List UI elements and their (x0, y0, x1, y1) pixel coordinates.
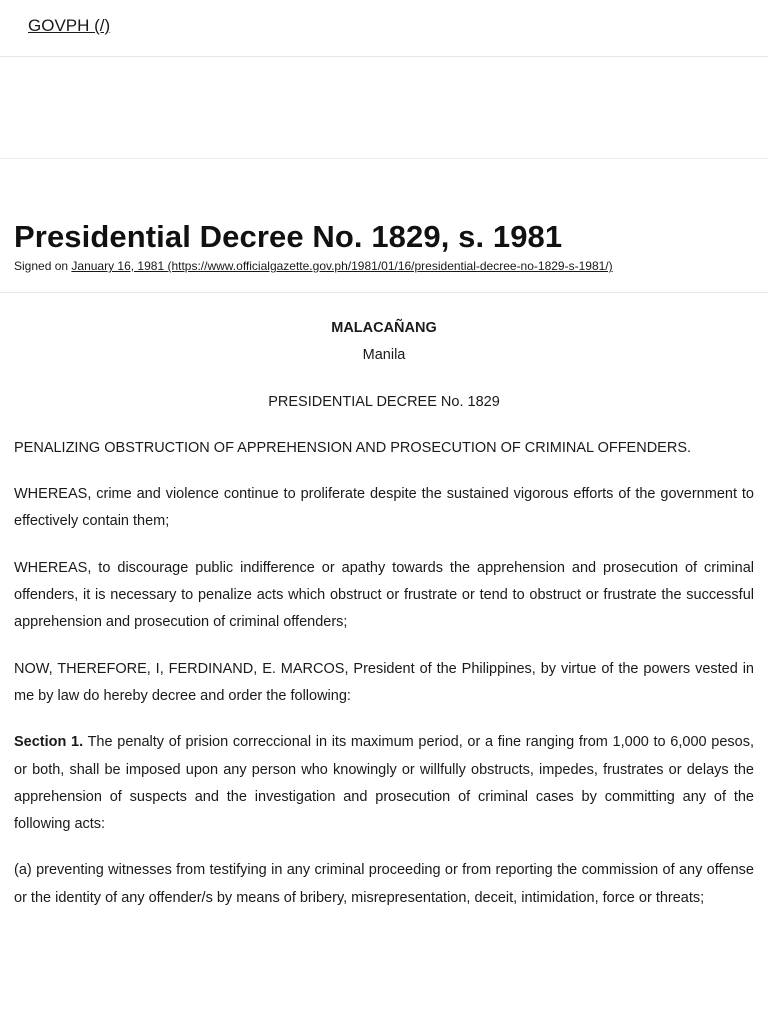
section-1-paragraph (14, 729, 754, 838)
whereas-paragraph-1: WHEREAS, crime and violence continue to proliferate despite the sustained vigorous efforts of the government to effectively contain them; (14, 486, 754, 530)
govph-home-link[interactable]: GOVPH (/) (28, 16, 111, 35)
now-therefore-paragraph: NOW, THEREFORE, I, FERDINAND, E. MARCOS, President of the Philippines, by virtue of the powers vested in me by law do hereby decree and order the following: (14, 660, 754, 704)
banner-area (0, 57, 768, 159)
decree-subject: PENALIZING OBSTRUCTION OF APPREHENSION AND PROSECUTION OF CRIMINAL OFFENDERS. (14, 439, 692, 456)
top-navbar (0, 0, 768, 57)
decree-content (0, 293, 768, 912)
city-name: Manila (362, 347, 406, 364)
place-name: MALACAÑANG (331, 320, 437, 336)
signed-prefix: Signed on (14, 259, 72, 273)
decree-heading: PRESIDENTIAL DECREE No. 1829 (268, 393, 500, 410)
clause-a-paragraph: (a) preventing witnesses from testifying in any criminal proceeding or from reporting the commission of any offense or the identity of any offender/s by means of bribery, misrepresentation, deceit, intimidation, force or threats; (14, 862, 754, 906)
page-header (0, 159, 768, 293)
signed-date-link[interactable]: January 16, 1981 (https://www.officialgazette.gov.ph/1981/01/16/presidential-decree-no-1829-s-1981/) (71, 259, 613, 273)
whereas-paragraph-2: WHEREAS, to discourage public indifference or apathy towards the apprehension and prosecution of criminal offenders, it is necessary to penalize acts which obstruct or frustrate or tend to obstruct or frustrate the successful apprehension and prosecution of criminal offenders; (14, 559, 754, 631)
page-title: Presidential Decree No. 1829, s. 1981 (14, 219, 563, 254)
section-1-label: Section 1. (14, 734, 84, 751)
section-1-text: The penalty of prision correccional in its maximum period, or a fine ranging from 1,000 to 6,000 pesos, or both, shall be imposed upon any person who knowingly or willfully obstructs, impedes, frustrates or delays the apprehension of suspects and the investigation and prosecution of criminal cases by committing any of the following acts: (14, 734, 754, 833)
signed-date-line (14, 259, 754, 273)
